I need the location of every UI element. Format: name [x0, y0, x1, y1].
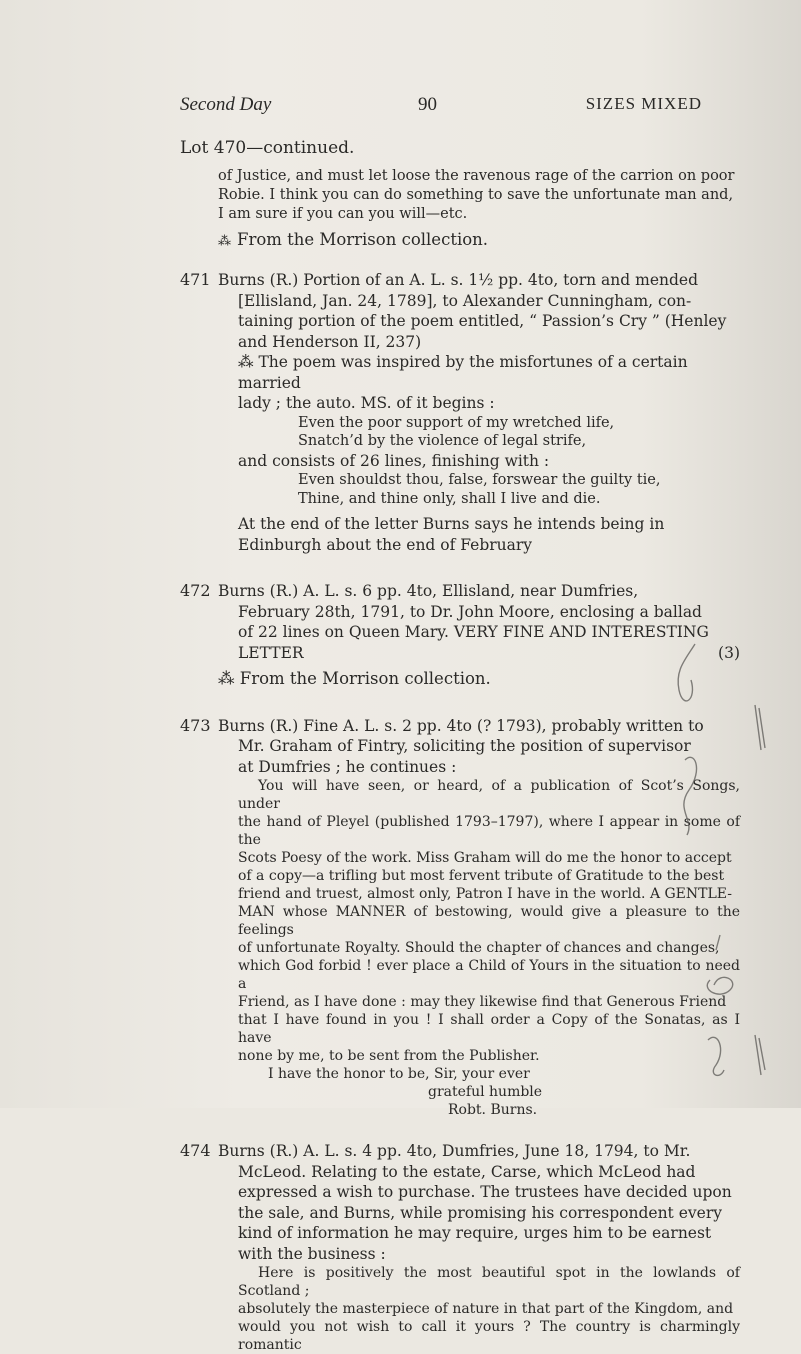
- header-section: SIZES MIXED: [585, 94, 702, 113]
- pencil-mark-icon: [665, 640, 705, 840]
- text-line: Burns (R.) Portion of an A. L. s. 1½ pp. 4to, torn and mended: [218, 271, 698, 289]
- text-line: and Henderson II, 237): [238, 332, 422, 351]
- text-line: at Dumfries ; he continues :: [238, 757, 457, 776]
- page-number: 90: [418, 94, 437, 115]
- text-line: Burns (R.) A. L. s. 6 pp. 4to, Ellisland, near Dumfries,: [218, 582, 639, 600]
- text-line: Burns (R.) A. L. s. 4 pp. 4to, Dumfries, June 18, 1794, to Mr.: [218, 1142, 691, 1160]
- text-line: [218, 643, 740, 664]
- quote-line: friend and truest, almost only, Patron I have in the world. A GENTLE-: [238, 886, 732, 902]
- text-line: Burns (R.) Fine A. L. s. 2 pp. 4to (? 1793), probably written to: [218, 716, 704, 735]
- note-text: The poem was inspired by the misfortunes of a certain married: [238, 353, 688, 392]
- lot-price: (3): [718, 643, 740, 662]
- signature-line: grateful humble: [428, 1084, 543, 1100]
- note-text: From the Morrison collection.: [239, 669, 491, 688]
- lot-number: 471: [180, 270, 211, 289]
- page-header: [180, 94, 702, 118]
- lot-description: [180, 581, 740, 690]
- text-line: [238, 352, 740, 393]
- header-day: Second Day: [180, 94, 272, 115]
- text-line-end: LETTER: [238, 643, 304, 662]
- quote-line: Scots Poesy of the work. Miss Graham will do me the honor to accept: [238, 850, 732, 866]
- provenance-note: [218, 669, 740, 690]
- letter-quote: [218, 777, 740, 1065]
- letter-quote: [218, 1264, 740, 1354]
- text-line: [Ellisland, Jan. 24, 1789], to Alexander Cunningham, con-: [238, 291, 692, 310]
- text-line: kind of information he may require, urges him to be earnest: [238, 1224, 712, 1242]
- text-line: At the end of the letter Burns says he intends being in: [238, 515, 665, 533]
- text-line: I am sure if you can you will—etc.: [218, 205, 468, 222]
- note-text: From the Morrison collection.: [237, 229, 489, 249]
- lot-473: [180, 716, 740, 1120]
- poem-line: Thine, and thine only, shall I live and die.: [298, 490, 601, 507]
- text-line: with the business :: [238, 1244, 386, 1263]
- lot-description: [180, 270, 740, 555]
- quote-line: the hand of Pleyel (published 1793–1797), where I appear in some of the: [238, 814, 740, 848]
- lot-number: 472: [180, 581, 211, 600]
- quote-line: which God forbid ! ever place a Child of Yours in the situation to need a: [238, 958, 740, 992]
- lot-474: [180, 1141, 740, 1354]
- lot-471: [180, 270, 740, 555]
- text-line: February 28th, 1791, to Dr. John Moore, enclosing a ballad: [238, 602, 702, 621]
- text-line: taining portion of the poem entitled, “ Passion’s Cry ” (Henley: [238, 312, 727, 330]
- poem-excerpt-2: [218, 471, 740, 508]
- poem-line: Snatch’d by the violence of legal strife,: [298, 433, 587, 449]
- text-line: McLeod. Relating to the estate, Carse, which McLeod had: [238, 1162, 696, 1181]
- quote-line: Friend, as I have done : may they likewise find that Generous Friend: [238, 994, 727, 1010]
- text-line: Mr. Graham of Fintry, soliciting the position of supervisor: [238, 737, 691, 755]
- lot-470: [180, 138, 740, 252]
- quote-line: MAN whose MANNER of bestowing, would give a pleasure to the feelings: [238, 904, 740, 938]
- text-line: Robie. I think you can do something to save the unfortunate man and,: [218, 186, 734, 203]
- lot-472: [180, 581, 740, 690]
- asterism-icon: ⁂: [218, 669, 240, 688]
- quote-line: none by me, to be sent from the Publisher.: [238, 1048, 540, 1064]
- quote-line: that I have found in you ! I shall order a Copy of the Sonatas, as I have: [238, 1012, 740, 1046]
- lot-note: [218, 352, 740, 414]
- text-line: Edinburgh about the end of February: [238, 535, 533, 554]
- text-line: the sale, and Burns, while promising his correspondent every: [238, 1203, 722, 1222]
- lot-470-heading: Lot 470—continued.: [180, 138, 355, 158]
- quote-line: of a copy—a trifling but most fervent tribute of Gratitude to the best: [238, 868, 725, 884]
- poem-line: Even shouldst thou, false, forswear the guilty tie,: [298, 472, 661, 488]
- pencil-mark-icon: [690, 930, 750, 1080]
- lot-description: [180, 716, 740, 1120]
- lot-number: 473: [180, 715, 211, 735]
- lot-number: 474: [180, 1141, 211, 1160]
- asterism-icon: ⁂: [238, 353, 259, 371]
- pencil-tick-icon: [745, 1030, 775, 1090]
- signature-name: Robt. Burns.: [448, 1102, 538, 1118]
- text-line: and consists of 26 lines, finishing with :: [238, 451, 550, 470]
- quote-line: Here is positively the most beautiful spot in the lowlands of Scotland ;: [238, 1265, 740, 1299]
- text-line: lady ; the auto. MS. of it begins :: [238, 394, 495, 412]
- text-line: of Justice, and must let loose the ravenous rage of the carrion on poor: [218, 167, 735, 184]
- asterism-icon: ⁂: [218, 233, 231, 249]
- pencil-tick-icon: [745, 700, 775, 760]
- poem-line: Even the poor support of my wretched life,: [298, 414, 615, 431]
- text-line: expressed a wish to purchase. The trustees have decided upon: [238, 1183, 732, 1201]
- lot-description: [180, 1141, 740, 1354]
- quote-line: of unfortunate Royalty. Should the chapter of chances and changes,: [238, 940, 720, 956]
- page-content: [180, 138, 740, 1354]
- provenance-note: [180, 230, 740, 253]
- signature-line: I have the honor to be, Sir, your ever: [268, 1066, 530, 1082]
- quote-line: absolutely the masterpiece of nature in that part of the Kingdom, and: [238, 1301, 734, 1317]
- quote-line: You will have seen, or heard, of a publication of Scot’s Songs, under: [238, 778, 740, 812]
- text-line: of 22 lines on Queen Mary. VERY FINE AND INTERESTING: [238, 623, 709, 641]
- lot-470-text: [180, 167, 740, 224]
- quote-line: would you not wish to call it yours ? The country is charmingly romantic: [238, 1319, 740, 1353]
- poem-excerpt-1: [218, 414, 740, 451]
